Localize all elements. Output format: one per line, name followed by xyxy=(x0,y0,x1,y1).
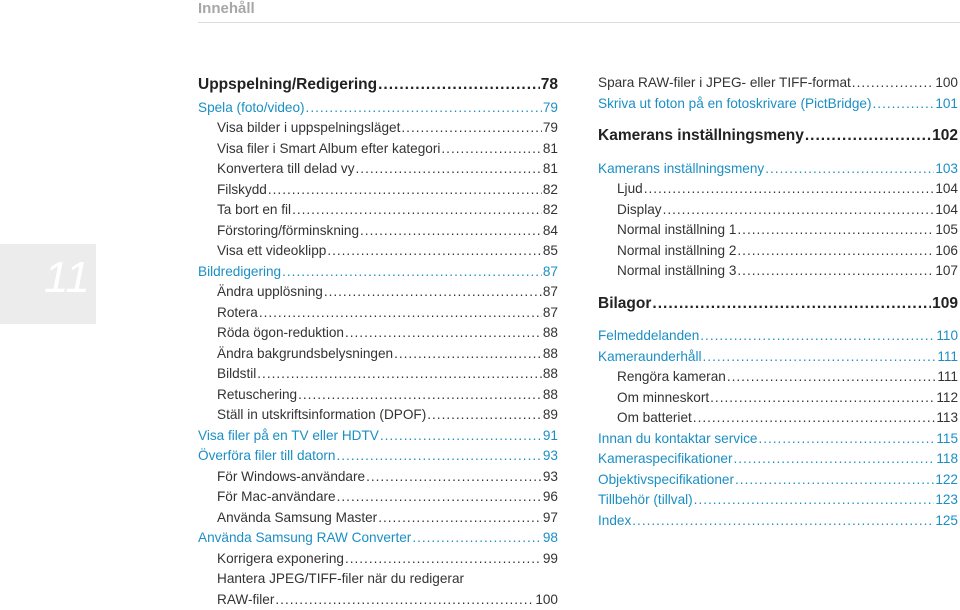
toc-entry-title: Retuschering xyxy=(217,385,297,406)
dot-leader xyxy=(324,282,542,303)
toc-entry-title: Innan du kontaktar service xyxy=(598,429,757,450)
dot-leader xyxy=(765,159,934,180)
toc-entry-page: 88 xyxy=(543,323,558,344)
toc-entry-title-line1[interactable]: Hantera JPEG/TIFF-filer när du redigerar xyxy=(198,569,558,590)
toc-entry[interactable] xyxy=(198,139,558,160)
toc-entry-page: 102 xyxy=(932,126,958,147)
page-number: 11 xyxy=(44,252,90,304)
toc-entry[interactable] xyxy=(598,179,958,200)
toc-entry[interactable] xyxy=(198,262,558,283)
toc-entry-page: 87 xyxy=(543,282,558,303)
toc-entry-page: 106 xyxy=(935,241,958,262)
toc-entry-title: Rengöra kameran xyxy=(617,367,726,388)
toc-entry[interactable] xyxy=(198,200,558,221)
dot-leader xyxy=(427,405,542,426)
dot-leader xyxy=(694,490,935,511)
dot-leader xyxy=(337,487,542,508)
toc-entry-page: 122 xyxy=(935,470,958,491)
dot-leader xyxy=(734,449,936,470)
toc-entry-page: 93 xyxy=(543,467,558,488)
toc-entry[interactable] xyxy=(198,344,558,365)
toc-entry-page: 89 xyxy=(543,405,558,426)
toc-entry-title: Korrigera exponering xyxy=(217,549,344,570)
toc-entry-page: 107 xyxy=(935,261,958,282)
toc-entry[interactable] xyxy=(198,405,558,426)
toc-entry[interactable] xyxy=(198,241,558,262)
toc-entry-title: Kameraspecifikationer xyxy=(598,449,733,470)
toc-entry-page: 111 xyxy=(937,367,958,388)
toc-entry-page: 100 xyxy=(935,73,958,94)
dot-leader xyxy=(345,549,542,570)
toc-entry-title: Felmeddelanden xyxy=(598,326,699,347)
dot-leader xyxy=(268,180,542,201)
toc-entry[interactable] xyxy=(198,549,558,570)
dot-leader xyxy=(356,159,542,180)
toc-entry[interactable] xyxy=(198,364,558,385)
dot-leader xyxy=(298,385,542,406)
dot-leader xyxy=(735,470,934,491)
toc-entry-page: 101 xyxy=(935,94,958,115)
toc-entry[interactable] xyxy=(198,180,558,201)
toc-entry[interactable] xyxy=(598,241,958,262)
toc-left-column xyxy=(198,73,558,610)
dot-leader xyxy=(282,262,542,283)
dot-leader xyxy=(378,508,542,529)
toc-entry[interactable] xyxy=(598,220,958,241)
toc-entry-title: Visa filer på en TV eller HDTV xyxy=(198,426,379,447)
toc-entry-title: För Windows-användare xyxy=(217,467,365,488)
toc-entry-title: Uppspelning/Redigering xyxy=(198,75,377,96)
dot-leader xyxy=(805,126,931,147)
dot-leader xyxy=(703,347,937,368)
toc-entry[interactable] xyxy=(598,388,958,409)
toc-entry[interactable] xyxy=(598,94,958,115)
toc-entry[interactable] xyxy=(598,326,958,347)
toc-entry-page: 82 xyxy=(543,180,558,201)
toc-entry-page: 105 xyxy=(935,220,958,241)
toc-entry-page: 111 xyxy=(937,347,958,368)
dot-leader xyxy=(663,200,935,221)
dot-leader xyxy=(366,467,542,488)
dot-leader xyxy=(632,511,934,532)
toc-entry[interactable] xyxy=(598,449,958,470)
dot-leader xyxy=(380,426,542,447)
toc-entry[interactable] xyxy=(198,487,558,508)
toc-entry-title: Kamerans inställningsmeny xyxy=(598,159,764,180)
toc-entry-title: Normal inställning 2 xyxy=(617,241,736,262)
toc-entry-page: 110 xyxy=(936,326,958,347)
dot-leader xyxy=(441,139,541,160)
toc-entry-title: Filskydd xyxy=(217,180,267,201)
toc-entry-page: 87 xyxy=(543,303,558,324)
toc-entry[interactable] xyxy=(598,159,958,180)
dot-leader xyxy=(327,241,542,262)
toc-entry-title: Tillbehör (tillval) xyxy=(598,490,693,511)
dot-leader xyxy=(337,446,542,467)
dot-leader xyxy=(693,408,936,429)
toc-spacer xyxy=(598,114,958,124)
toc-entry-page: 103 xyxy=(935,159,958,180)
toc-entry-page: 91 xyxy=(543,426,558,447)
toc-entry-title: Ta bort en fil xyxy=(217,200,291,221)
dot-leader xyxy=(378,75,540,96)
toc-entry-title: Bildredigering xyxy=(198,262,281,283)
dot-leader xyxy=(345,323,542,344)
dot-leader xyxy=(852,73,935,94)
toc-entry-page: 113 xyxy=(936,408,958,429)
toc-entry[interactable] xyxy=(598,294,958,315)
toc-spacer xyxy=(598,282,958,292)
toc-entry-title: Om minneskort xyxy=(617,388,709,409)
toc-entry[interactable] xyxy=(198,323,558,344)
toc-entry-title: Bildstil xyxy=(217,364,256,385)
toc-entry-title: Objektivspecifikationer xyxy=(598,470,734,491)
toc-entry-title: För Mac-användare xyxy=(217,487,336,508)
toc-right-column xyxy=(598,73,958,531)
toc-entry-title: Förstoring/förminskning xyxy=(217,221,359,242)
toc-entry-page: 125 xyxy=(935,511,958,532)
toc-entry-title: Använda Samsung Master xyxy=(217,508,377,529)
toc-entry-title: Rotera xyxy=(217,303,258,324)
toc-entry-title: Display xyxy=(617,200,662,221)
toc-spacer xyxy=(598,149,958,159)
dot-leader xyxy=(306,98,542,119)
page-header-title: Innehåll xyxy=(198,0,255,17)
toc-entry-page: 104 xyxy=(935,179,958,200)
toc-entry-page: 118 xyxy=(936,449,958,470)
toc-entry-page: 100 xyxy=(535,590,558,610)
toc-entry-title: Kamerans inställningsmeny xyxy=(598,126,804,147)
toc-entry[interactable] xyxy=(198,508,558,529)
toc-entry-page: 115 xyxy=(936,429,958,450)
toc-entry-page: 88 xyxy=(543,344,558,365)
toc-entry-title: Bilagor xyxy=(598,294,651,315)
toc-entry-page: 98 xyxy=(543,528,558,549)
toc-entry[interactable] xyxy=(598,73,958,94)
toc-entry-title: Överföra filer till datorn xyxy=(198,446,336,467)
toc-entry[interactable] xyxy=(198,528,558,549)
dot-leader xyxy=(652,294,931,315)
toc-entry-page: 104 xyxy=(935,200,958,221)
toc-entry-page: 85 xyxy=(543,241,558,262)
dot-leader xyxy=(700,326,935,347)
dot-leader xyxy=(758,429,935,450)
toc-entry[interactable] xyxy=(598,408,958,429)
toc-entry[interactable] xyxy=(598,367,958,388)
toc-entry-page: 88 xyxy=(543,364,558,385)
dot-leader xyxy=(401,118,541,139)
toc-entry-page: 96 xyxy=(543,487,558,508)
toc-entry-page: 99 xyxy=(543,549,558,570)
toc-entry-page: 81 xyxy=(543,139,558,160)
toc-entry-title: Ställ in utskriftsinformation (DPOF) xyxy=(217,405,426,426)
dot-leader xyxy=(292,200,542,221)
dot-leader xyxy=(257,364,542,385)
toc-entry-title: Använda Samsung RAW Converter xyxy=(198,528,411,549)
toc-entry-title: Om batteriet xyxy=(617,408,692,429)
toc-entry-page: 81 xyxy=(543,159,558,180)
toc-entry-title: Visa bilder i uppspelningsläget xyxy=(217,118,400,139)
dot-leader xyxy=(727,367,937,388)
dot-leader xyxy=(360,221,542,242)
toc-entry[interactable] xyxy=(198,159,558,180)
toc-entry[interactable] xyxy=(598,261,958,282)
toc-entry-title: Spara RAW-filer i JPEG- eller TIFF-format xyxy=(598,73,851,94)
toc-entry[interactable] xyxy=(198,303,558,324)
toc-entry-page: 112 xyxy=(936,388,958,409)
toc-entry-page: 93 xyxy=(543,446,558,467)
toc-entry-title: Konvertera till delad vy xyxy=(217,159,355,180)
toc-entry-title: Normal inställning 1 xyxy=(617,220,736,241)
toc-entry[interactable] xyxy=(198,118,558,139)
toc-entry[interactable] xyxy=(198,221,558,242)
dot-leader xyxy=(737,220,934,241)
toc-entry[interactable] xyxy=(198,446,558,467)
toc-entry[interactable] xyxy=(598,429,958,450)
toc-entry-title-line2: RAW-filer xyxy=(217,590,274,610)
toc-entry-page: 79 xyxy=(543,98,558,119)
header-divider xyxy=(198,22,960,23)
toc-entry[interactable] xyxy=(198,282,558,303)
toc-entry[interactable] xyxy=(598,511,958,532)
dot-leader xyxy=(259,303,542,324)
toc-entry-title: Kameraunderhåll xyxy=(598,347,702,368)
toc-entry[interactable] xyxy=(598,126,958,147)
dot-leader xyxy=(873,94,935,115)
toc-entry[interactable] xyxy=(198,426,558,447)
toc-entry[interactable] xyxy=(598,347,958,368)
toc-spacer xyxy=(598,316,958,326)
toc-entry[interactable] xyxy=(598,490,958,511)
dot-leader xyxy=(737,241,934,262)
toc-entry[interactable] xyxy=(598,470,958,491)
dot-leader xyxy=(412,528,542,549)
toc-entry-title: Ljud xyxy=(617,179,643,200)
toc-entry-title: Ändra bakgrundsbelysningen xyxy=(217,344,393,365)
toc-entry-page: 88 xyxy=(543,385,558,406)
toc-entry-title: Röda ögon-reduktion xyxy=(217,323,344,344)
toc-entry[interactable] xyxy=(598,200,958,221)
toc-entry-page: 87 xyxy=(543,262,558,283)
dot-leader xyxy=(394,344,542,365)
toc-entry[interactable] xyxy=(198,467,558,488)
toc-entry-title: Index xyxy=(598,511,631,532)
toc-entry[interactable] xyxy=(198,98,558,119)
toc-entry-page: 84 xyxy=(543,221,558,242)
toc-entry-page: 79 xyxy=(543,118,558,139)
toc-entry-page: 109 xyxy=(932,294,958,315)
toc-entry-title: Skriva ut foton på en fotoskrivare (PictBridge) xyxy=(598,94,872,115)
dot-leader xyxy=(644,179,935,200)
toc-entry-title: Visa filer i Smart Album efter kategori xyxy=(217,139,440,160)
dot-leader xyxy=(737,261,934,282)
toc-entry-title: Normal inställning 3 xyxy=(617,261,736,282)
toc-entry-title: Ändra upplösning xyxy=(217,282,323,303)
dot-leader xyxy=(710,388,935,409)
toc-entry[interactable] xyxy=(198,75,558,96)
toc-entry-title: Spela (foto/video) xyxy=(198,98,305,119)
toc-entry-page: 78 xyxy=(541,75,558,96)
toc-entry-page: 123 xyxy=(935,490,958,511)
toc-entry-page: 97 xyxy=(543,508,558,529)
toc-entry-title: Visa ett videoklipp xyxy=(217,241,326,262)
toc-entry-page: 82 xyxy=(543,200,558,221)
toc-entry[interactable] xyxy=(198,385,558,406)
